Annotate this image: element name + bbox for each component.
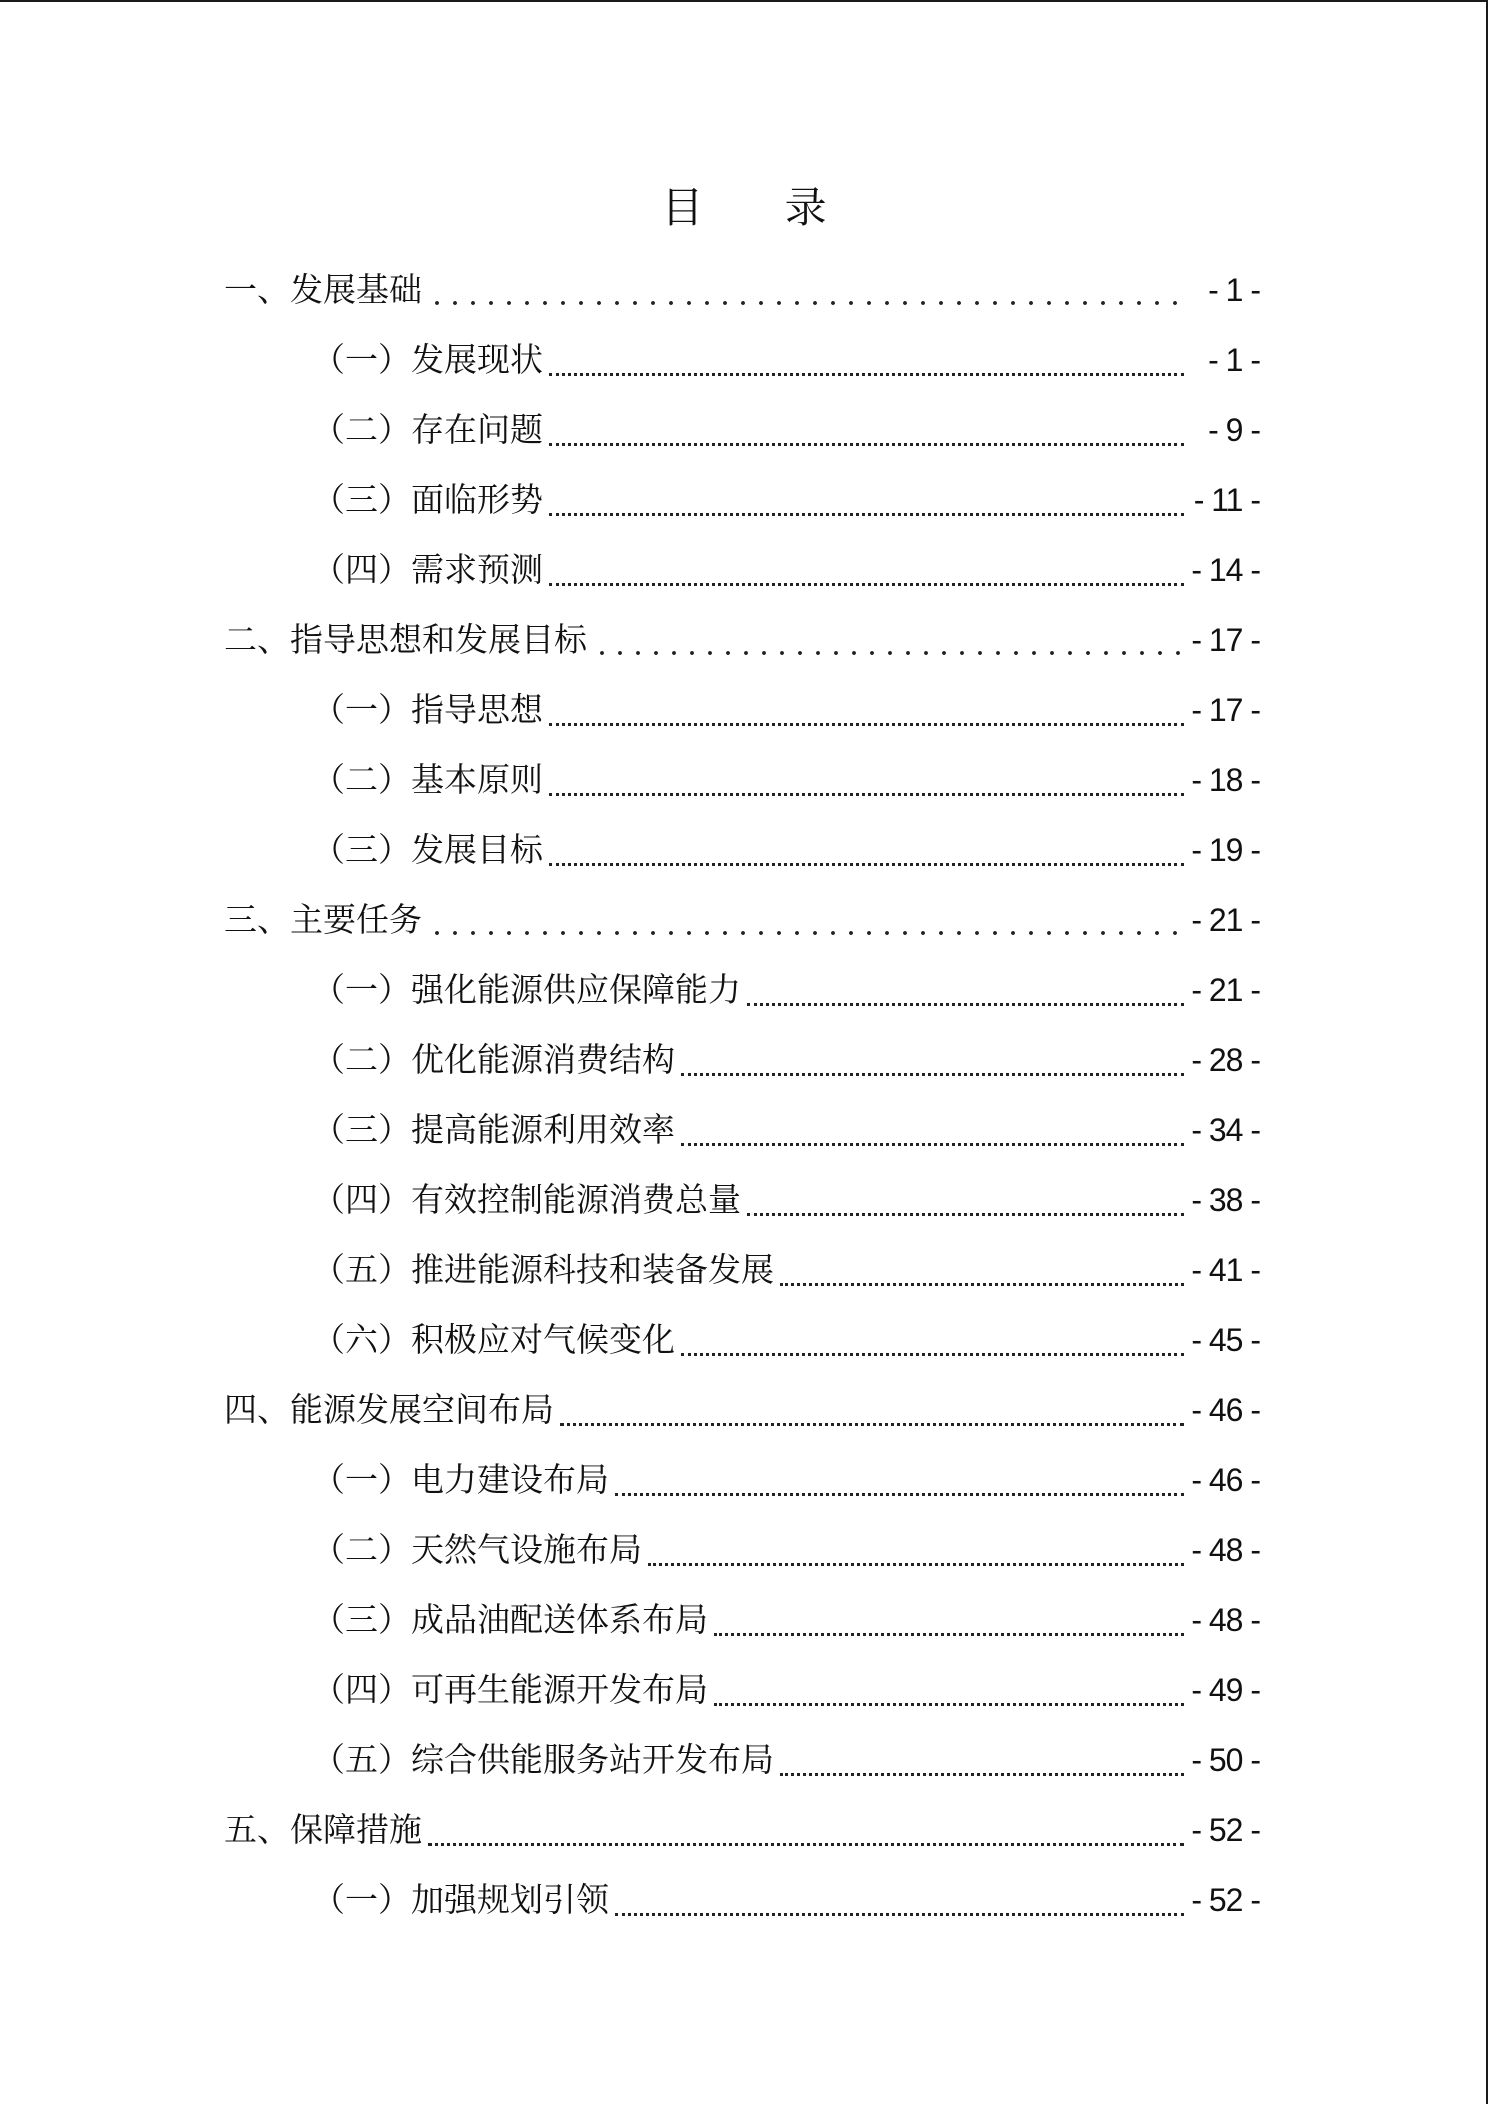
toc-dot-leader	[681, 1073, 1184, 1076]
toc-chapter-entry[interactable]	[224, 252, 1260, 322]
toc-dot-leader	[747, 1213, 1184, 1216]
toc-entry-label: （三）面临形势	[312, 480, 543, 519]
toc-section-entry[interactable]	[224, 1512, 1260, 1582]
toc-entry-label: （三）成品油配送体系布局	[312, 1600, 708, 1639]
toc-dot-leader	[560, 1423, 1184, 1426]
toc-section-entry[interactable]	[224, 1022, 1260, 1092]
toc-page-number: - 21 -	[1191, 902, 1260, 938]
toc-page-number: - 46 -	[1191, 1462, 1260, 1498]
toc-section-entry[interactable]	[224, 462, 1260, 532]
toc-entry-label: 三、主要任务	[224, 900, 422, 939]
toc-page-number: - 52 -	[1191, 1882, 1260, 1918]
toc-dot-leader	[428, 930, 1184, 936]
toc-dot-leader	[549, 583, 1184, 586]
toc-entry-label: 五、保障措施	[224, 1810, 422, 1849]
toc-page-number: - 50 -	[1191, 1742, 1260, 1778]
toc-dot-leader	[615, 1493, 1184, 1496]
toc-section-entry[interactable]	[224, 1092, 1260, 1162]
toc-page-number: - 1 -	[1208, 342, 1260, 378]
toc-section-entry[interactable]	[224, 672, 1260, 742]
toc-dot-leader	[615, 1913, 1184, 1916]
toc-page-number: - 41 -	[1191, 1252, 1260, 1288]
toc-dot-leader	[428, 300, 1184, 306]
toc-page-number: - 9 -	[1208, 412, 1260, 448]
toc-chapter-entry[interactable]	[224, 882, 1260, 952]
toc-section-entry[interactable]	[224, 952, 1260, 1022]
toc-dot-leader	[593, 650, 1184, 656]
toc-dot-leader	[747, 1003, 1184, 1006]
toc-section-entry[interactable]	[224, 1652, 1260, 1722]
toc-entry-label: （五）综合供能服务站开发布局	[312, 1740, 774, 1779]
toc-page-number: - 18 -	[1191, 762, 1260, 798]
toc-page-number: - 17 -	[1191, 622, 1260, 658]
toc-page-number: - 21 -	[1191, 972, 1260, 1008]
toc-page-number: - 17 -	[1191, 692, 1260, 728]
toc-page-number: - 45 -	[1191, 1322, 1260, 1358]
toc-page-number: - 52 -	[1191, 1812, 1260, 1848]
toc-dot-leader	[780, 1773, 1184, 1776]
toc-entry-label: 二、指导思想和发展目标	[224, 620, 587, 659]
toc-entry-label: （一）电力建设布局	[312, 1460, 609, 1499]
toc-chapter-entry[interactable]	[224, 1792, 1260, 1862]
toc-section-entry[interactable]	[224, 1302, 1260, 1372]
toc-dot-leader	[681, 1353, 1184, 1356]
toc-page-number: - 38 -	[1191, 1182, 1260, 1218]
toc-dot-leader	[648, 1563, 1184, 1566]
table-of-contents	[224, 252, 1260, 1932]
toc-section-entry[interactable]	[224, 1232, 1260, 1302]
toc-page-number: - 49 -	[1191, 1672, 1260, 1708]
toc-dot-leader	[549, 373, 1184, 376]
toc-page-number: - 1 -	[1208, 272, 1260, 308]
page-border-top	[0, 0, 1488, 2]
toc-entry-label: 一、发展基础	[224, 270, 422, 309]
toc-entry-label: （三）发展目标	[312, 830, 543, 869]
toc-page-number: - 28 -	[1191, 1042, 1260, 1078]
toc-entry-label: （一）强化能源供应保障能力	[312, 970, 741, 1009]
toc-entry-label: （一）加强规划引领	[312, 1880, 609, 1919]
toc-entry-label: （三）提高能源利用效率	[312, 1110, 675, 1149]
toc-dot-leader	[681, 1143, 1184, 1146]
toc-section-entry[interactable]	[224, 1582, 1260, 1652]
toc-dot-leader	[549, 863, 1184, 866]
toc-entry-label: （一）指导思想	[312, 690, 543, 729]
toc-dot-leader	[714, 1703, 1184, 1706]
toc-entry-label: （二）优化能源消费结构	[312, 1040, 675, 1079]
toc-chapter-entry[interactable]	[224, 602, 1260, 672]
toc-section-entry[interactable]	[224, 1722, 1260, 1792]
toc-section-entry[interactable]	[224, 1162, 1260, 1232]
toc-page-number: - 19 -	[1191, 832, 1260, 868]
toc-page-number: - 14 -	[1191, 552, 1260, 588]
toc-entry-label: （二）基本原则	[312, 760, 543, 799]
toc-dot-leader	[428, 1843, 1184, 1846]
toc-entry-label: （四）需求预测	[312, 550, 543, 589]
toc-section-entry[interactable]	[224, 1862, 1260, 1932]
toc-title: 目 录	[661, 183, 861, 232]
toc-section-entry[interactable]	[224, 392, 1260, 462]
toc-page-number: - 46 -	[1191, 1392, 1260, 1428]
toc-entry-label: （四）有效控制能源消费总量	[312, 1180, 741, 1219]
toc-dot-leader	[549, 793, 1184, 796]
toc-page-number: - 11 -	[1193, 482, 1260, 518]
toc-dot-leader	[549, 443, 1184, 446]
toc-section-entry[interactable]	[224, 742, 1260, 812]
toc-entry-label: （六）积极应对气候变化	[312, 1320, 675, 1359]
toc-page-number: - 34 -	[1191, 1112, 1260, 1148]
toc-entry-label: （四）可再生能源开发布局	[312, 1670, 708, 1709]
toc-section-entry[interactable]	[224, 812, 1260, 882]
toc-entry-label: （二）天然气设施布局	[312, 1530, 642, 1569]
toc-chapter-entry[interactable]	[224, 1372, 1260, 1442]
toc-section-entry[interactable]	[224, 1442, 1260, 1512]
toc-page-number: - 48 -	[1191, 1532, 1260, 1568]
toc-dot-leader	[549, 513, 1184, 516]
toc-dot-leader	[549, 723, 1184, 726]
toc-entry-label: 四、能源发展空间布局	[224, 1390, 554, 1429]
toc-dot-leader	[780, 1283, 1184, 1286]
toc-section-entry[interactable]	[224, 322, 1260, 392]
toc-dot-leader	[714, 1633, 1184, 1636]
toc-entry-label: （五）推进能源科技和装备发展	[312, 1250, 774, 1289]
toc-entry-label: （二）存在问题	[312, 410, 543, 449]
toc-section-entry[interactable]	[224, 532, 1260, 602]
toc-page-number: - 48 -	[1191, 1602, 1260, 1638]
toc-entry-label: （一）发展现状	[312, 340, 543, 379]
